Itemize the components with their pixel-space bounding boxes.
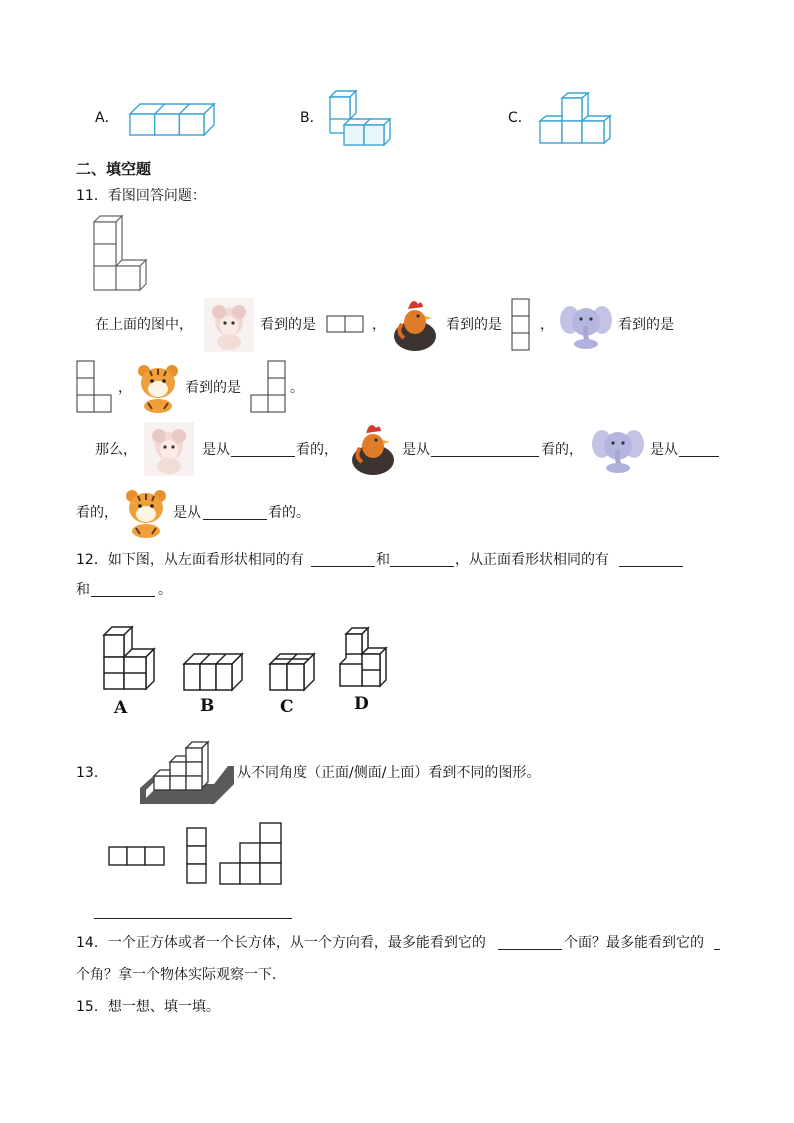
q12-caption-a: A xyxy=(114,698,128,718)
q12-and-2: 和 xyxy=(76,582,90,598)
tiger-icon-2 xyxy=(124,488,168,538)
option-b-label: B． xyxy=(300,110,324,126)
sheep-icon xyxy=(204,298,254,352)
q13-view-3 xyxy=(218,822,284,886)
q12-text-a: 12．如下图，从左面看形状相同的有 xyxy=(76,552,304,568)
q12-figure-c xyxy=(266,650,318,692)
q11-comma-3: ， xyxy=(118,380,132,396)
q12-caption-c: C xyxy=(280,697,294,717)
answer-blank-q12-3[interactable] xyxy=(619,552,683,567)
option-b-figure xyxy=(328,89,394,147)
q11-is-from-3: 是从 xyxy=(650,442,678,458)
q12-figure-d xyxy=(338,624,390,692)
answer-blank-q12-2[interactable] xyxy=(390,552,454,567)
q11-period: 。 xyxy=(290,380,304,396)
q11-saw-4: 看到的是 xyxy=(185,380,241,396)
rooster-icon-2 xyxy=(350,422,396,476)
option-c-figure xyxy=(538,92,614,146)
q11-prompt: 11．看图回答问题： xyxy=(76,188,206,204)
q12-and-1: 和 xyxy=(376,552,390,568)
q11-looked-3: 看的， xyxy=(76,505,118,521)
q11-block-figure xyxy=(92,214,150,294)
answer-blank-elephant[interactable] xyxy=(679,442,719,457)
q12-caption-d: D xyxy=(354,694,369,714)
elephant-icon-2 xyxy=(592,424,644,474)
answer-blank-rooster[interactable] xyxy=(431,442,539,457)
rooster-icon xyxy=(392,298,438,352)
q14-line1-b: 个面？最多能看到它的 xyxy=(564,935,704,951)
q11-line3-start: 那么， xyxy=(95,442,137,458)
answer-blank-q13[interactable] xyxy=(94,904,292,919)
q12-caption-b: B xyxy=(200,696,215,716)
q11-looked-2: 看的， xyxy=(541,442,583,458)
q14-line2: 个角？拿一个物体实际观察一下． xyxy=(76,967,286,983)
q12-figure-a xyxy=(102,625,162,693)
q14-line1-a: 14．一个正方体或者一个长方体，从一个方向看，最多能看到它的 xyxy=(76,935,486,951)
q11-is-from-4: 是从 xyxy=(173,505,201,521)
elephant-view-shape xyxy=(76,360,112,414)
option-c-label: C． xyxy=(508,110,532,126)
answer-blank-q12-4[interactable] xyxy=(91,582,155,597)
q11-is-from-1: 是从 xyxy=(202,442,230,458)
sheep-icon-2 xyxy=(144,422,194,476)
option-a-label: A． xyxy=(95,110,119,126)
sheep-view-shape xyxy=(326,315,364,333)
elephant-icon xyxy=(560,300,612,350)
q11-saw-1: 看到的是 xyxy=(260,317,316,333)
q11-is-from-2: 是从 xyxy=(402,442,430,458)
option-a-figure xyxy=(130,100,220,136)
q15-text: 15．想一想、填一填。 xyxy=(76,999,220,1015)
tiger-icon xyxy=(136,363,180,413)
q12-text-b: ，从正面看形状相同的有 xyxy=(455,552,609,568)
tiger-view-shape xyxy=(250,360,286,414)
answer-blank-q14-2[interactable] xyxy=(714,935,720,950)
q11-looked-end: 看的。 xyxy=(268,505,310,521)
q11-comma-2: ， xyxy=(540,317,554,333)
q13-view-2 xyxy=(186,827,208,885)
section-title: 二、填空题 xyxy=(76,160,152,178)
rooster-view-shape xyxy=(511,298,531,352)
q11-saw-2: 看到的是 xyxy=(446,317,502,333)
q13-text: 从不同角度（正面/侧面/上面）看到不同的图形。 xyxy=(237,765,541,781)
q12-period: 。 xyxy=(158,582,172,598)
q12-figure-b xyxy=(180,650,246,692)
q11-saw-3: 看到的是 xyxy=(618,317,674,333)
q13-block-figure xyxy=(138,740,234,806)
q13-view-1 xyxy=(108,846,166,866)
q11-looked-1: 看的， xyxy=(296,442,338,458)
q11-comma-1: ， xyxy=(372,317,386,333)
q13-number: 13． xyxy=(76,765,108,781)
answer-blank-q14-1[interactable] xyxy=(498,935,562,950)
q11-line1-start: 在上面的图中， xyxy=(95,317,193,333)
answer-blank-q12-1[interactable] xyxy=(311,552,375,567)
answer-blank-tiger[interactable] xyxy=(203,505,267,520)
answer-blank-sheep[interactable] xyxy=(231,442,295,457)
